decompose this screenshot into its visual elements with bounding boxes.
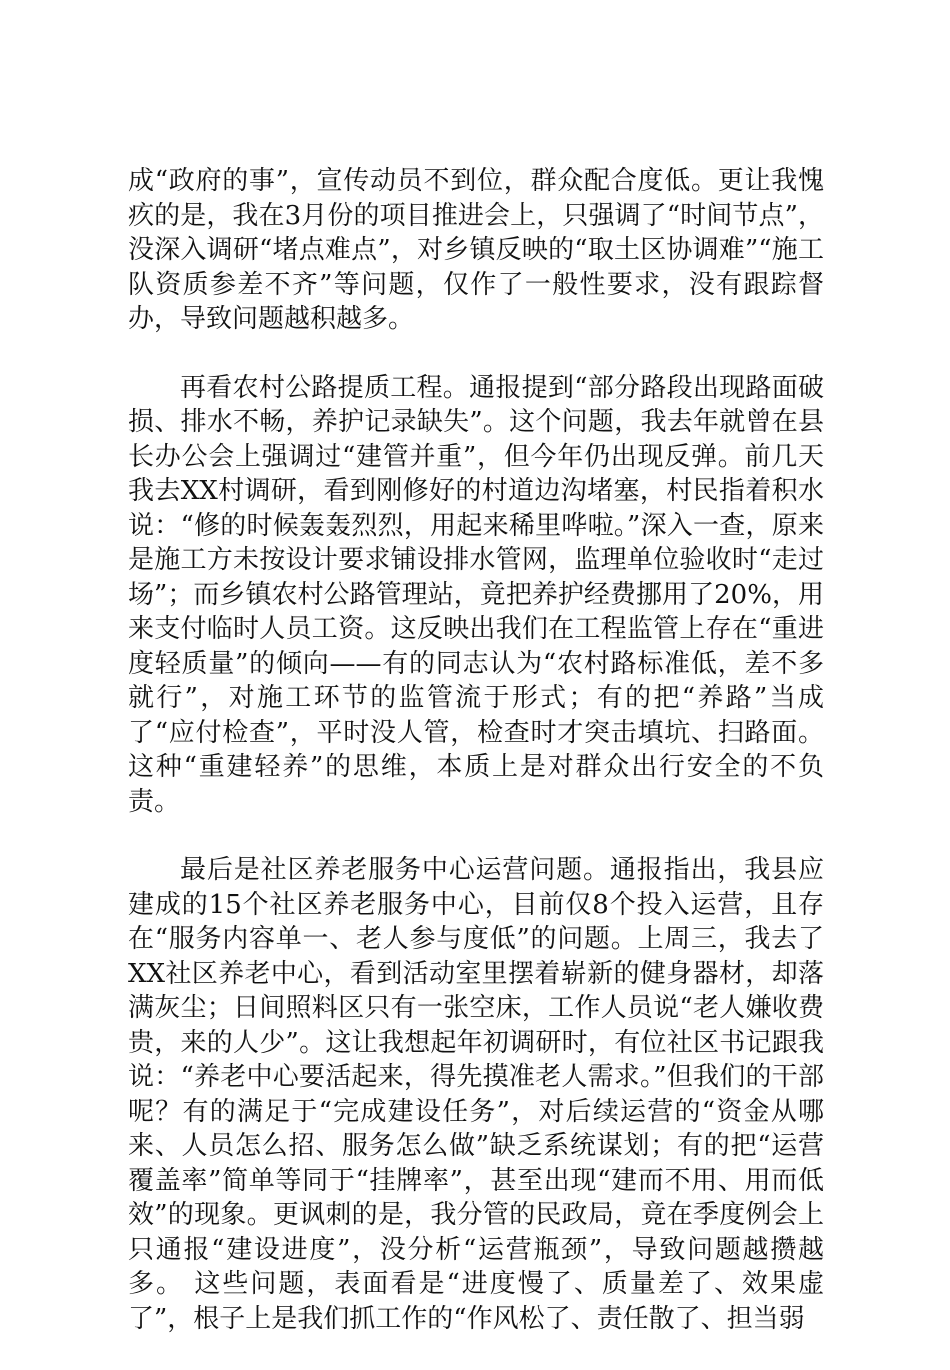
paragraph-rural-roads: 再看农村公路提质工程。通报提到“部分路段出现路面破损、排水不畅，养护记录缺失”。这个问题，我去年就曾在县长办公会上强调过“建管并重”，但今年仍出现反弹。前几天我去XX村调研，看到刚修好的村道边沟堵塞，村民指着积水说：“修的时候轰轰烈烈，用起来稀里哗啦。”深入一查，原来是施工方未按设计要求铺设排水管网，监理单位验收时“走过场”；而乡镇农村公路管理站，竟把养护经费挪用了20%，用来支付临时人员工资。这反映出我们在工程监管上存在“重进度轻质量”的倾向——有的同志认为“农村路标准低，差不多就行”，对施工环节的监管流于形式；有的把“养路”当成了“应付检查”，平时没人管，检查时才突击填坑、扫路面。这种“重建轻养”的思维，本质上是对群众出行安全的不负责。 [128, 372, 824, 817]
document-page [128, 164, 824, 1370]
paragraph-continuation: 成“政府的事”，宣传动员不到位，群众配合度低。更让我愧疚的是，我在3月份的项目推进会上，只强调了“时间节点”，没深入调研“堵点难点”，对乡镇反映的“取土区协调难”“施工队资质参差不齐”等问题，仅作了一般性要求，没有跟踪督办，导致问题越积越多。 [128, 166, 824, 334]
paragraph-elderly-care: 最后是社区养老服务中心运营问题。通报指出，我县应建成的15个社区养老服务中心，目前仅8个投入运营，且存在“服务内容单一、老人参与度低”的问题。上周三，我去了XX社区养老中心，看到活动室里摆着崭新的健身器材，却落满灰尘；日间照料区只有一张空床，工作人员说“老人嫌收费贵，来的人少”。这让我想起年初调研时，有位社区书记跟我说：“养老中心要活起来，得先摸准老人需求。”但我们的干部呢？有的满足于“完成建设任务”，对后续运营的“资金从哪来、人员怎么招、服务怎么做”缺乏系统谋划；有的把“运营覆盖率”简单等同于“挂牌率”，甚至出现“建而不用、用而低效”的现象。更讽刺的是，我分管的民政局，竟在季度例会上只通报“建设进度”，没分析“运营瓶颈”，导致问题越攒越多。 这些问题，表面看是“进度慢了、质量差了、效果虚了”，根子上是我们抓工作的“作风松了、责任散了、担当弱 [128, 855, 824, 1334]
